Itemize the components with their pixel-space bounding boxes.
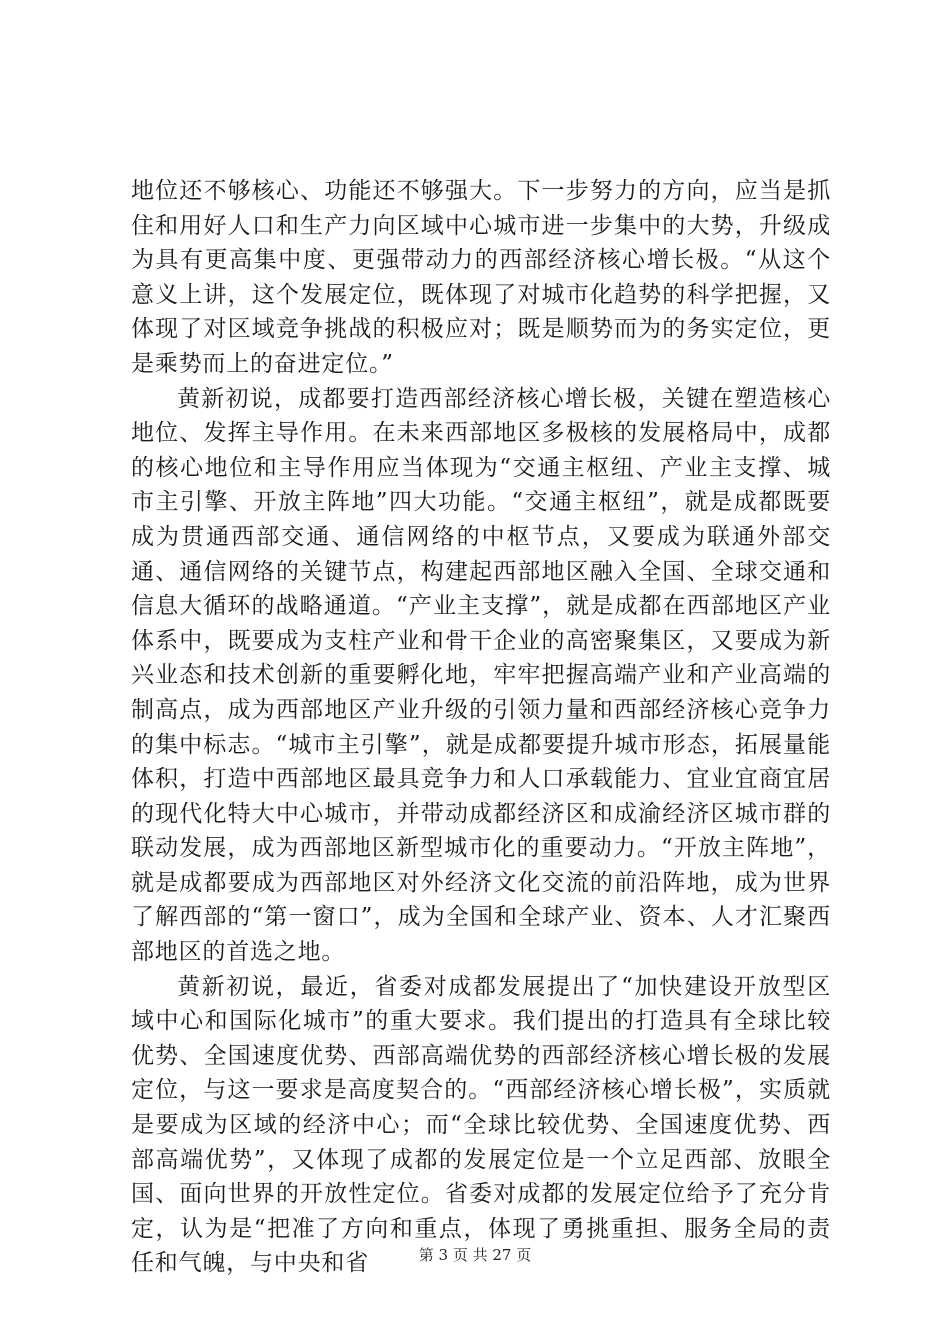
document-body xyxy=(131,174,831,1281)
paragraph-2: 黄新初说，成都要打造西部经济核心增长极，关键在塑造核心地位、发挥主导作用。在未来西部地区多极核的发展格局中，成都的核心地位和主导作用应当体现为“交通主枢纽、产业主支撑、城市主引擎、开放主阵地”四大功能。“交通主枢纽”，就是成都既要成为贯通西部交通、通信网络的中枢节点，又要成为联通外部交通、通信网络的关键节点，构建起西部地区融入全国、全球交通和信息大循环的战略通道。“产业主支撑”，就是成都在西部地区产业体系中，既要成为支柱产业和骨干企业的高密聚集区，又要成为新兴业态和技术创新的重要孵化地，牢牢把握高端产业和产业高端的制高点，成为西部地区产业升级的引领力量和西部经济核心竞争力的集中标志。“城市主引擎”，就是成都要提升城市形态，拓展量能体积，打造中西部地区最具竞争力和人口承载能力、宜业宜商宜居的现代化特大中心城市，并带动成都经济区和成渝经济区城市群的联动发展，成为西部地区新型城市化的重要动力。“开放主阵地”，就是成都要成为西部地区对外经济文化交流的前沿阵地，成为世界了解西部的“第一窗口”，成为全国和全球产业、资本、人才汇聚西部地区的首选之地。 xyxy=(131,385,831,966)
page-number-footer: 第 3 页 共 27 页 xyxy=(418,1246,532,1264)
paragraph-3: 黄新初说，最近，省委对成都发展提出了“加快建设开放型区域中心和国际化城市”的重大要求。我们提出的打造具有全球比较优势、全国速度优势、西部高端优势的西部经济核心增长极的发展定位，与这一要求是高度契合的。“西部经济核心增长极”，实质就是要成为区域的经济中心；而“全球比较优势、全国速度优势、西部高端优势”，又体现了成都的发展定位是一个立足西部、放眼全国、面向世界的开放性定位。省委对成都的发展定位给予了充分肯定，认为是“把准了方向和重点，体现了勇挑重担、服务全局的责任和气魄，与中央和省 xyxy=(131,973,831,1277)
paragraph-1: 地位还不够核心、功能还不够强大。下一步努力的方向，应当是抓住和用好人口和生产力向区域中心城市进一步集中的大势，升级成为具有更高集中度、更强带动力的西部经济核心增长极。“从这个意义上讲，这个发展定位，既体现了对城市化趋势的科学把握，又体现了对区域竞争挑战的积极应对；既是顺势而为的务实定位，更是乘势而上的奋进定位。” xyxy=(131,178,831,377)
